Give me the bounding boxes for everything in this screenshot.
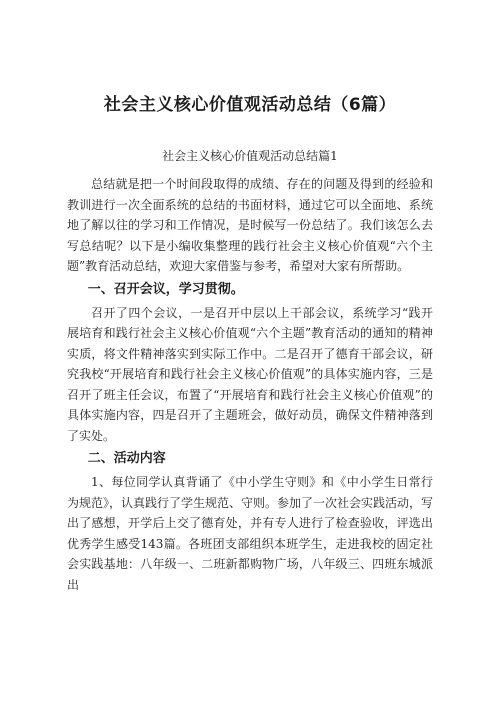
document-title: 社会主义核心价值观活动总结（6篇） xyxy=(103,95,397,115)
document-subtitle: 社会主义核心价值观活动总结篇1 xyxy=(162,149,338,163)
section-heading-meetings: 一、召开会议，学习贯彻。 xyxy=(87,281,244,297)
intro-paragraph: 总结就是把一个时间段取得的成绩、存在的问题及得到的经验和教训进行一次全面系统的总结的书面材料，通过它可以全面地、系统地了解以往的学习和工作情况，是时候写一份总结了。我们该怎么去写总结呢？以下是小编收集整理的践行社会主义核心价值观“六个主题”教育活动总结，欢迎大家借鉴与参考，希望对大家有所帮助。 xyxy=(67,177,433,273)
activities-paragraph: 1、每位同学认真背诵了《中小学生守则》和《中小学生日常行为规范》，认真践行了学生规范、守则。参加了一次社会实践活动，写出了感想，开学后上交了德育处，并有专人进行了检查验收，评选出优秀学生感受143篇。各班团支部组织本班学生，走进我校的固定社会实践基地：八年级一、二班新都购物广场，八年级三、四班东城派出 xyxy=(67,475,434,592)
section-heading-activities: 二、活动内容 xyxy=(87,451,166,466)
meetings-paragraph: 召开了四个会议，一是召开中层以上干部会议，系统学习“践开展培育和践行社会主义核心价值观“六个主题”教育活动的通知的精神实质，将文件精神落实到实际工作中。二是召开了德育干部会议，研究我校“开展培育和践行社会主义核心价值观”的具体实施内容，三是召开了班主任会议，布置了“开展培育和践行社会主义核心价值观”的具体实施内容，四是召开了主题班会，做好动员，确保文件精神落到了实处。 xyxy=(67,305,433,443)
document-body xyxy=(67,174,433,595)
